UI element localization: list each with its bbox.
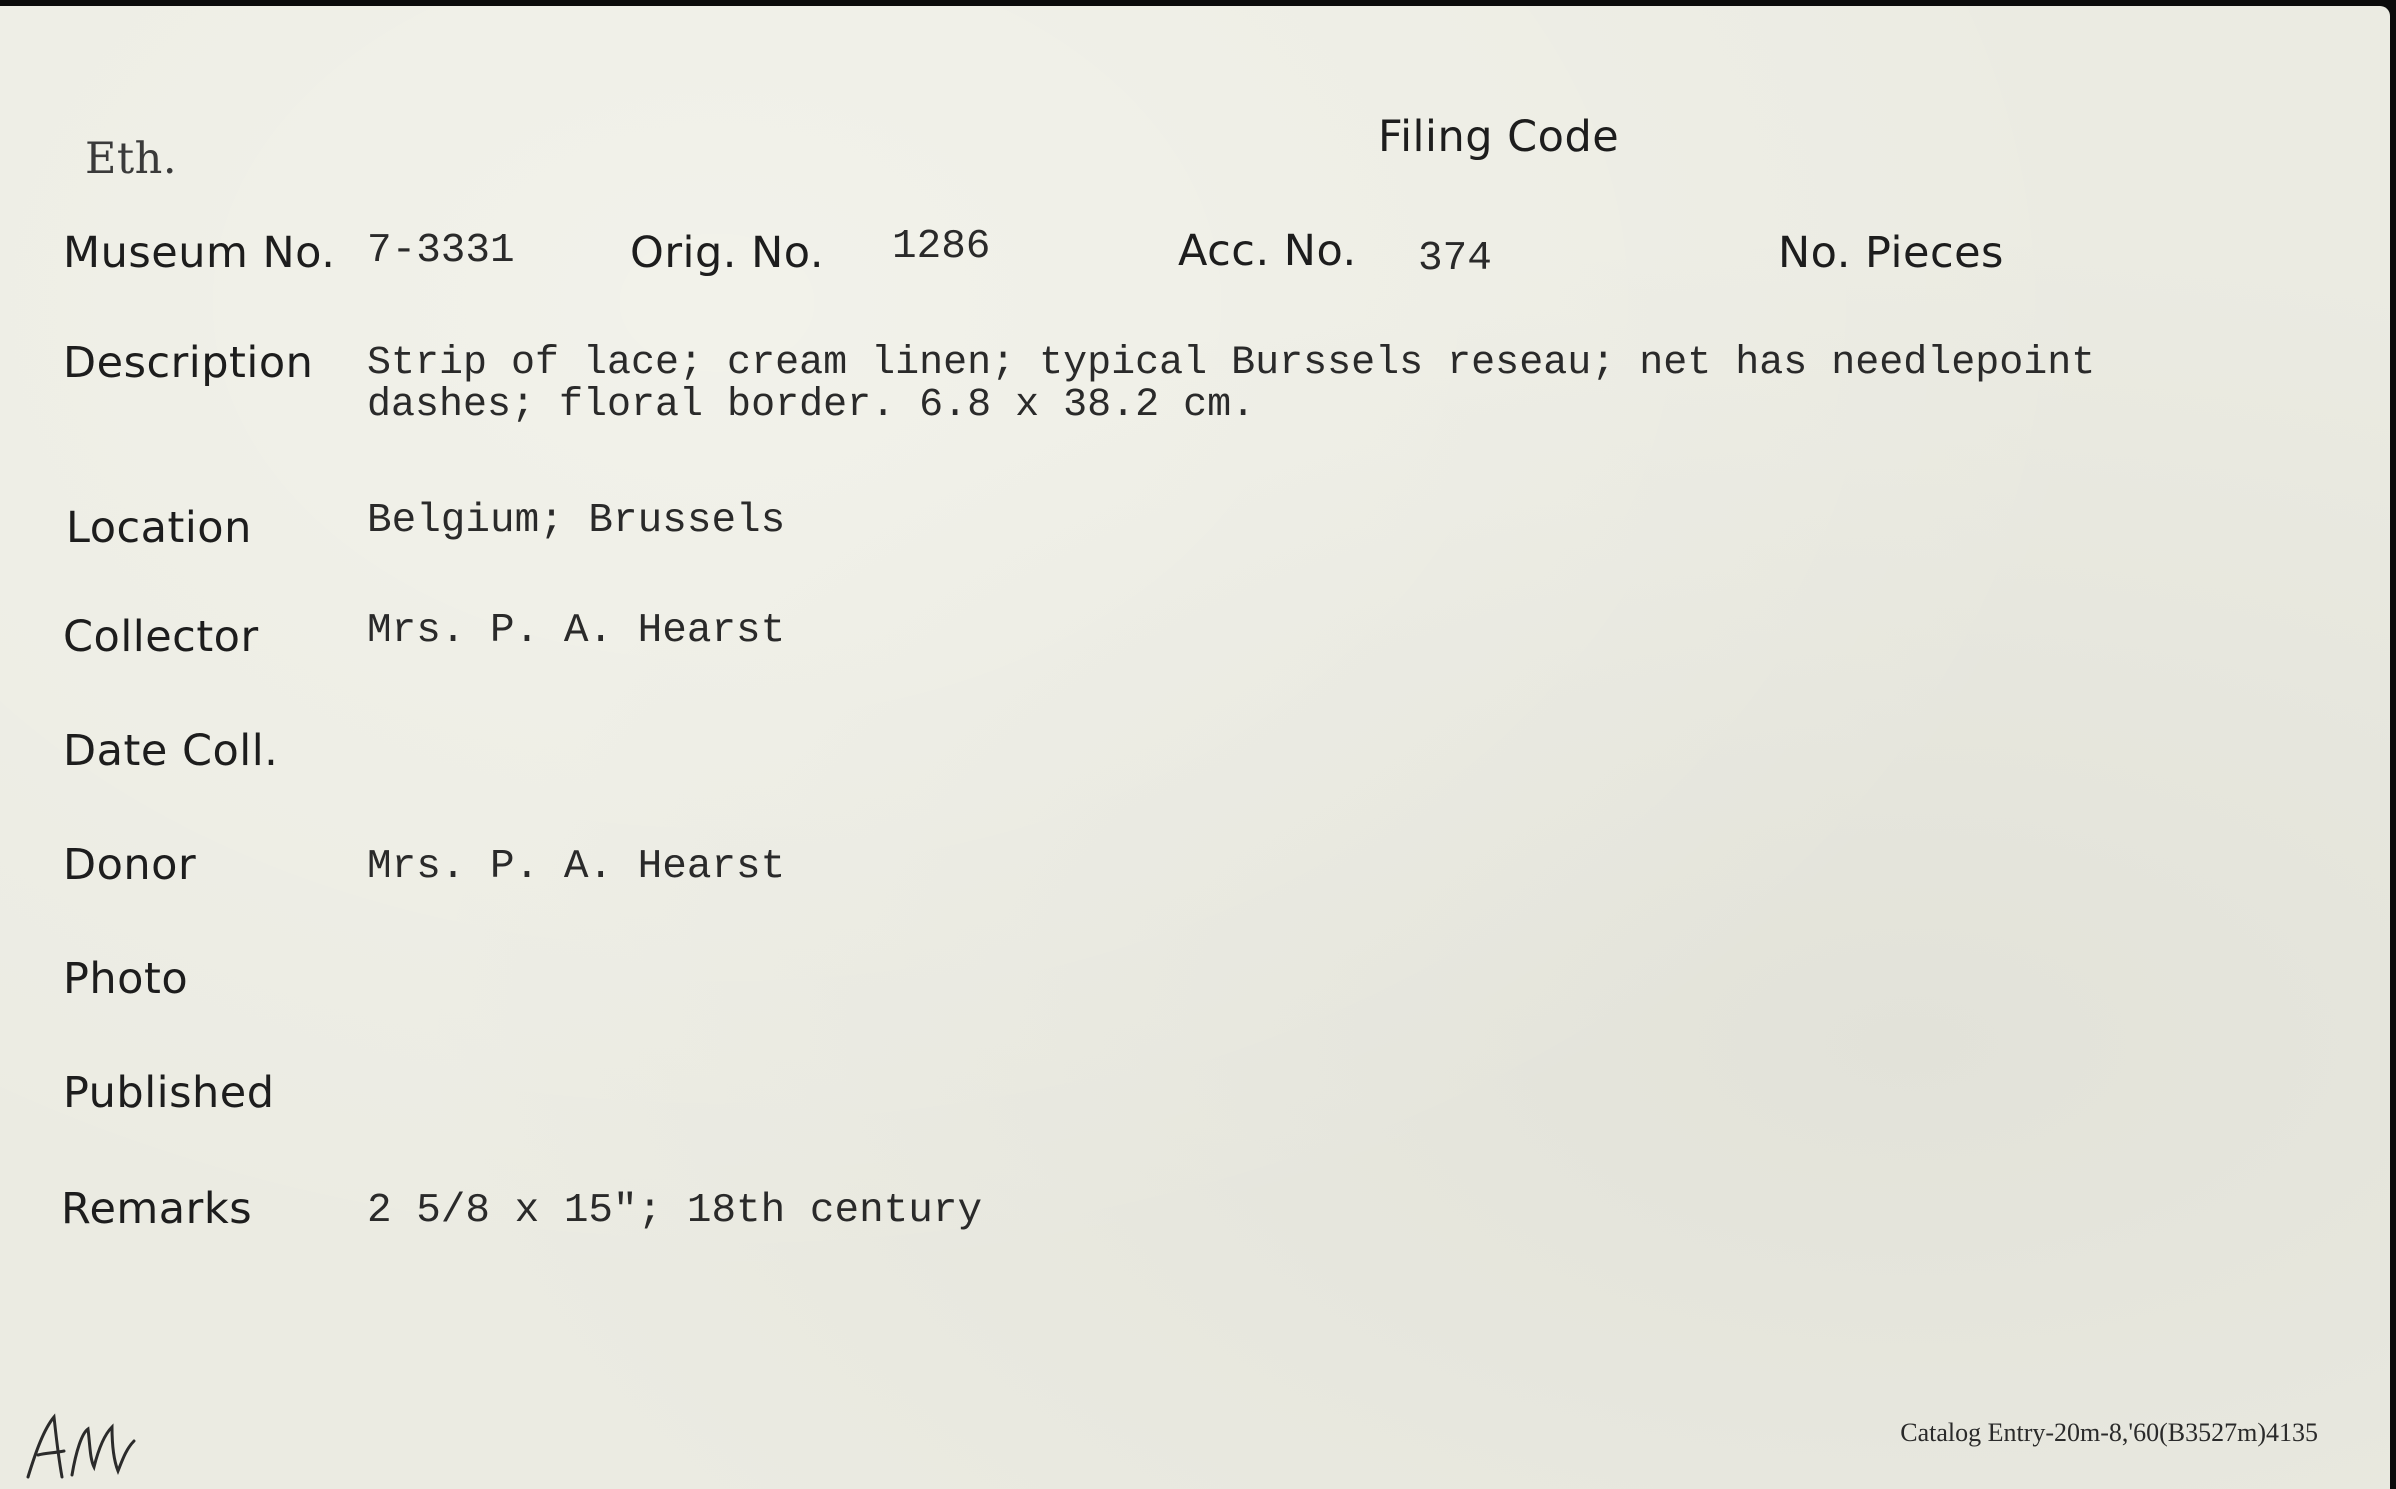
donor-value: Mrs. P. A. Hearst: [367, 844, 786, 890]
description-value: [367, 343, 2267, 427]
location-label: Location: [66, 503, 252, 553]
museum-no-value: 7-3331: [367, 228, 515, 274]
orig-no-value: 1286: [892, 224, 991, 270]
date-coll-label: Date Coll.: [63, 726, 279, 776]
acc-no-label: Acc. No.: [1178, 226, 1357, 276]
no-pieces-label: No. Pieces: [1778, 228, 2004, 278]
remarks-label: Remarks: [61, 1184, 253, 1234]
description-line-2: dashes; floral border. 6.8 x 38.2 cm.: [367, 383, 1256, 428]
location-value: Belgium; Brussels: [367, 498, 786, 544]
acc-no-value: 374: [1418, 236, 1492, 282]
catalog-card: [0, 6, 2390, 1489]
department-label: Eth.: [85, 134, 178, 184]
filing-code-label: Filing Code: [1378, 112, 1620, 162]
orig-no-label: Orig. No.: [630, 228, 824, 278]
description-line-1: Strip of lace; cream linen; typical Burssels reseau; net has needlepoint: [367, 341, 2096, 386]
museum-no-label: Museum No.: [63, 228, 336, 278]
handwritten-initials-signature: [22, 1411, 142, 1481]
collector-value: Mrs. P. A. Hearst: [367, 608, 786, 654]
printer-imprint: Catalog Entry-20m-8,'60(B3527m)4135: [1900, 1418, 2318, 1447]
donor-label: Donor: [63, 840, 197, 890]
published-label: Published: [63, 1068, 275, 1118]
collector-label: Collector: [63, 612, 259, 662]
photo-label: Photo: [63, 954, 189, 1004]
description-label: Description: [63, 338, 314, 388]
remarks-value: 2 5/8 x 15"; 18th century: [367, 1188, 983, 1234]
